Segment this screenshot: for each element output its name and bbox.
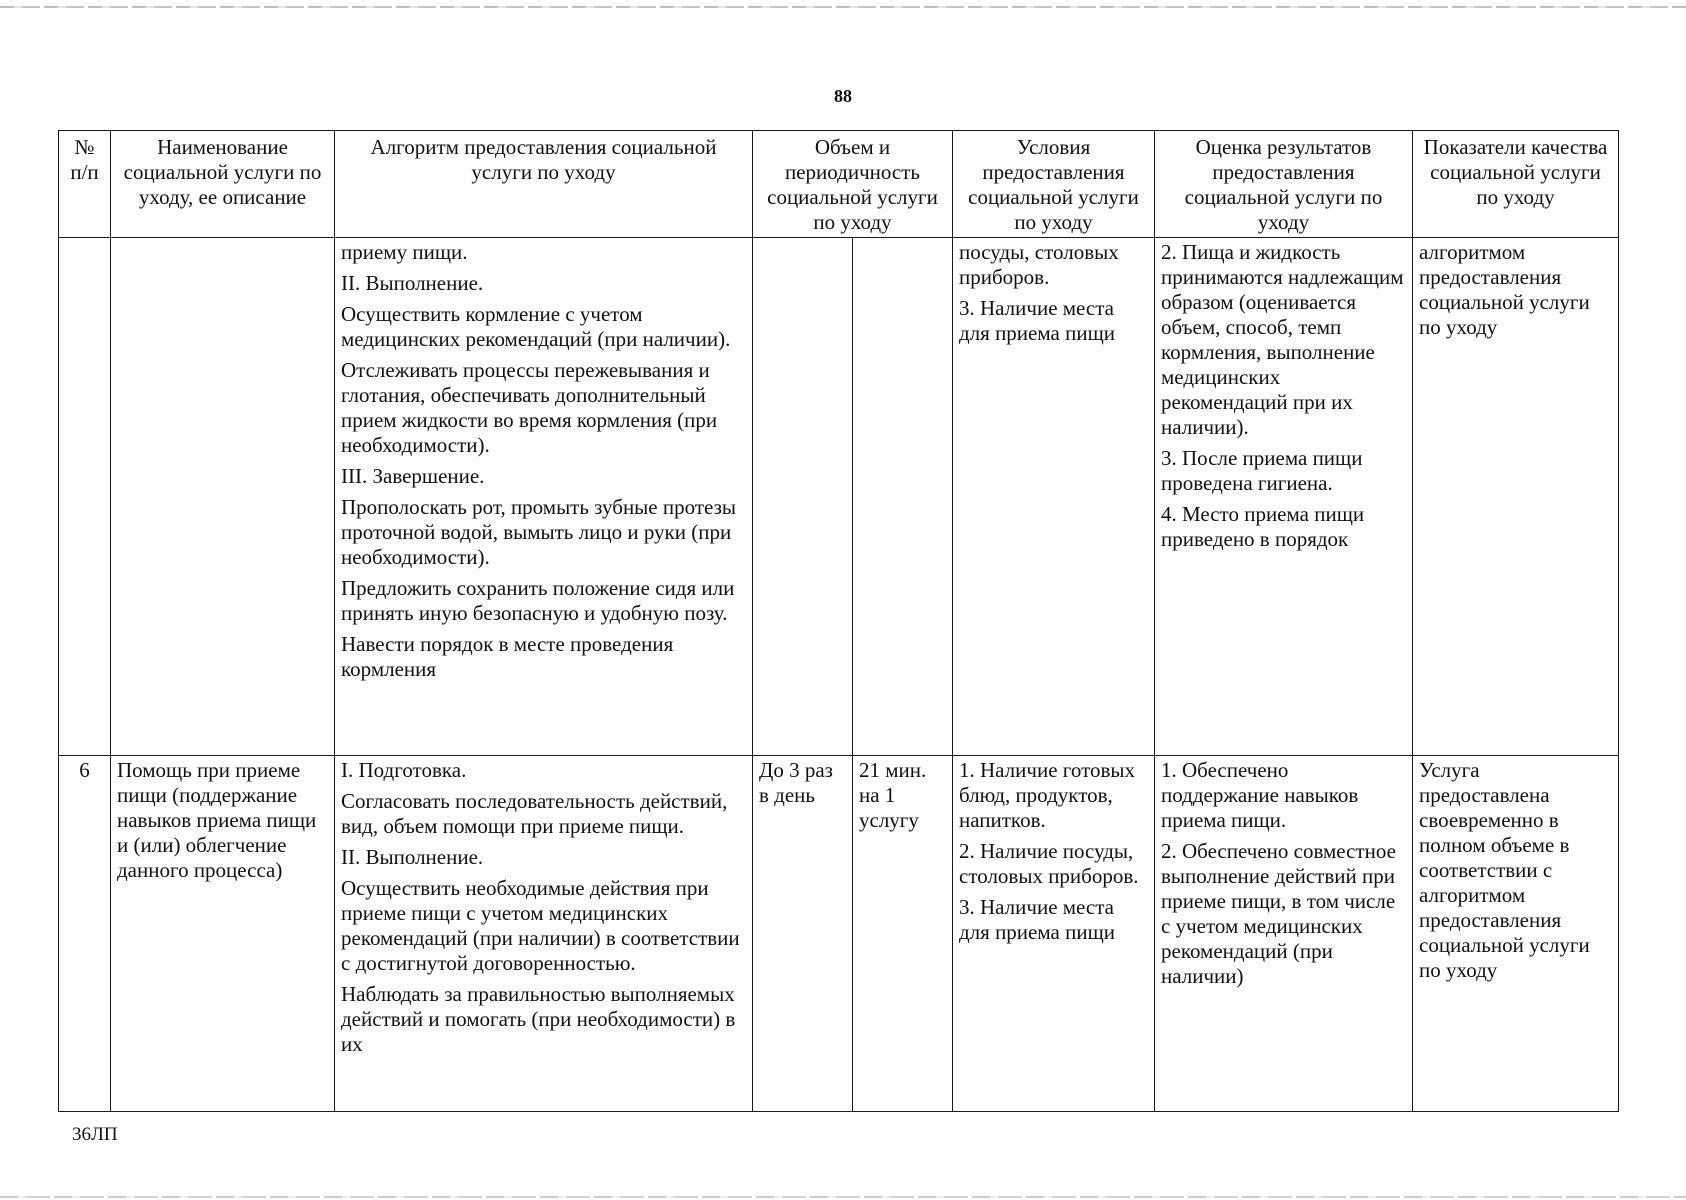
services-table — [58, 130, 1619, 1112]
cell-periodicity — [853, 238, 953, 756]
header-service-name: Наименование социальной услуги по уходу, ее описание — [111, 131, 335, 238]
algorithm-step: II. Выполнение. — [341, 271, 484, 295]
cell-conditions — [953, 756, 1155, 1112]
cell-quality: Услуга предоставлена своевременно в полном объеме в соответствии с алгоритмом предоставления социальной услуги по уходу — [1413, 756, 1619, 1112]
cell-periodicity: 21 мин. на 1 услугу — [853, 756, 953, 1112]
condition-item: 1. Наличие готовых блюд, продуктов, напитков. — [959, 758, 1135, 832]
header-volume-periodicity: Объем и периодичность социальной услуги по уходу — [753, 131, 953, 238]
cell-conditions — [953, 238, 1155, 756]
algorithm-step: Предложить сохранить положение сидя или принять иную безопасную и удобную позу. — [341, 576, 735, 625]
cell-algorithm — [335, 756, 753, 1112]
header-quality: Показатели качества социальной услуги по уходу — [1413, 131, 1619, 238]
page-number: 88 — [834, 86, 852, 106]
algorithm-step: Осуществить необходимые действия при приеме пищи с учетом медицинских рекомендаций (при наличии) в соответствии с достигнутой договоренностью. — [341, 876, 740, 975]
cell-volume: До 3 раз в день — [753, 756, 853, 1112]
condition-item: 2. Наличие посуды, столовых приборов. — [959, 839, 1139, 888]
table-row-continued — [59, 238, 1619, 756]
evaluation-item: 1. Обеспечено поддержание навыков приема пищи. — [1161, 758, 1359, 832]
cell-evaluation — [1155, 756, 1413, 1112]
header-row — [59, 131, 1619, 238]
cell-algorithm — [335, 238, 753, 756]
algorithm-step: Отслеживать процессы пережевывания и глотания, обеспечивать дополнительный прием жидкости во время кормления (при необходимости). — [341, 358, 718, 457]
cell-volume — [753, 238, 853, 756]
condition-item: посуды, столовых приборов. — [959, 240, 1119, 289]
evaluation-item: 2. Пища и жидкость принимаются надлежащим образом (оценивается объем, способ, темп кормления, выполнение медицинских рекомендаций при их наличии). — [1161, 240, 1404, 439]
cell-evaluation — [1155, 238, 1413, 756]
cell-service-name — [111, 238, 335, 756]
evaluation-item: 4. Место приема пищи приведено в порядок — [1161, 502, 1365, 551]
scan-edge-bottom — [0, 1196, 1686, 1198]
algorithm-step: II. Выполнение. — [341, 845, 484, 869]
algorithm-step: Прополоскать рот, промыть зубные протезы проточной водой, вымыть лицо и руки (при необходимости). — [341, 495, 736, 569]
header-algorithm: Алгоритм предоставления социальной услуги по уходу — [335, 131, 753, 238]
algorithm-step: приему пищи. — [341, 240, 468, 264]
scan-edge-top — [0, 6, 1686, 8]
cell-service-name: Помощь при приеме пищи (поддержание навыков приема пищи и (или) облегчение данного процесса) — [111, 756, 335, 1112]
algorithm-step: Согласовать последовательность действий, вид, объем помощи при приеме пищи. — [341, 789, 728, 838]
cell-number — [59, 238, 111, 756]
condition-item: 3. Наличие места для приема пищи — [959, 895, 1115, 944]
header-conditions: Условия предоставления социальной услуги по уходу — [953, 131, 1155, 238]
cell-quality: алгоритмом предоставления социальной услуги по уходу — [1413, 238, 1619, 756]
header-evaluation: Оценка результатов предоставления социальной услуги по уходу — [1155, 131, 1413, 238]
algorithm-step: Навести порядок в месте проведения кормления — [341, 632, 674, 681]
algorithm-step: Осуществить кормление с учетом медицинских рекомендаций (при наличии). — [341, 302, 731, 351]
algorithm-step: Наблюдать за правильностью выполняемых действий и помогать (при необходимости) в их — [341, 982, 736, 1056]
condition-item: 3. Наличие места для приема пищи — [959, 296, 1115, 345]
evaluation-item: 3. После приема пищи проведена гигиена. — [1161, 446, 1363, 495]
algorithm-step: I. Подготовка. — [341, 758, 467, 782]
table-row-6 — [59, 756, 1619, 1112]
algorithm-step: III. Завершение. — [341, 464, 485, 488]
evaluation-item: 2. Обеспечено совместное выполнение действий при приеме пищи, в том числе с учетом медицинских рекомендаций (при наличии) — [1161, 839, 1396, 988]
cell-number: 6 — [59, 756, 111, 1112]
footer-code: 36ЛП — [72, 1124, 118, 1145]
header-number: № п/п — [59, 131, 111, 238]
